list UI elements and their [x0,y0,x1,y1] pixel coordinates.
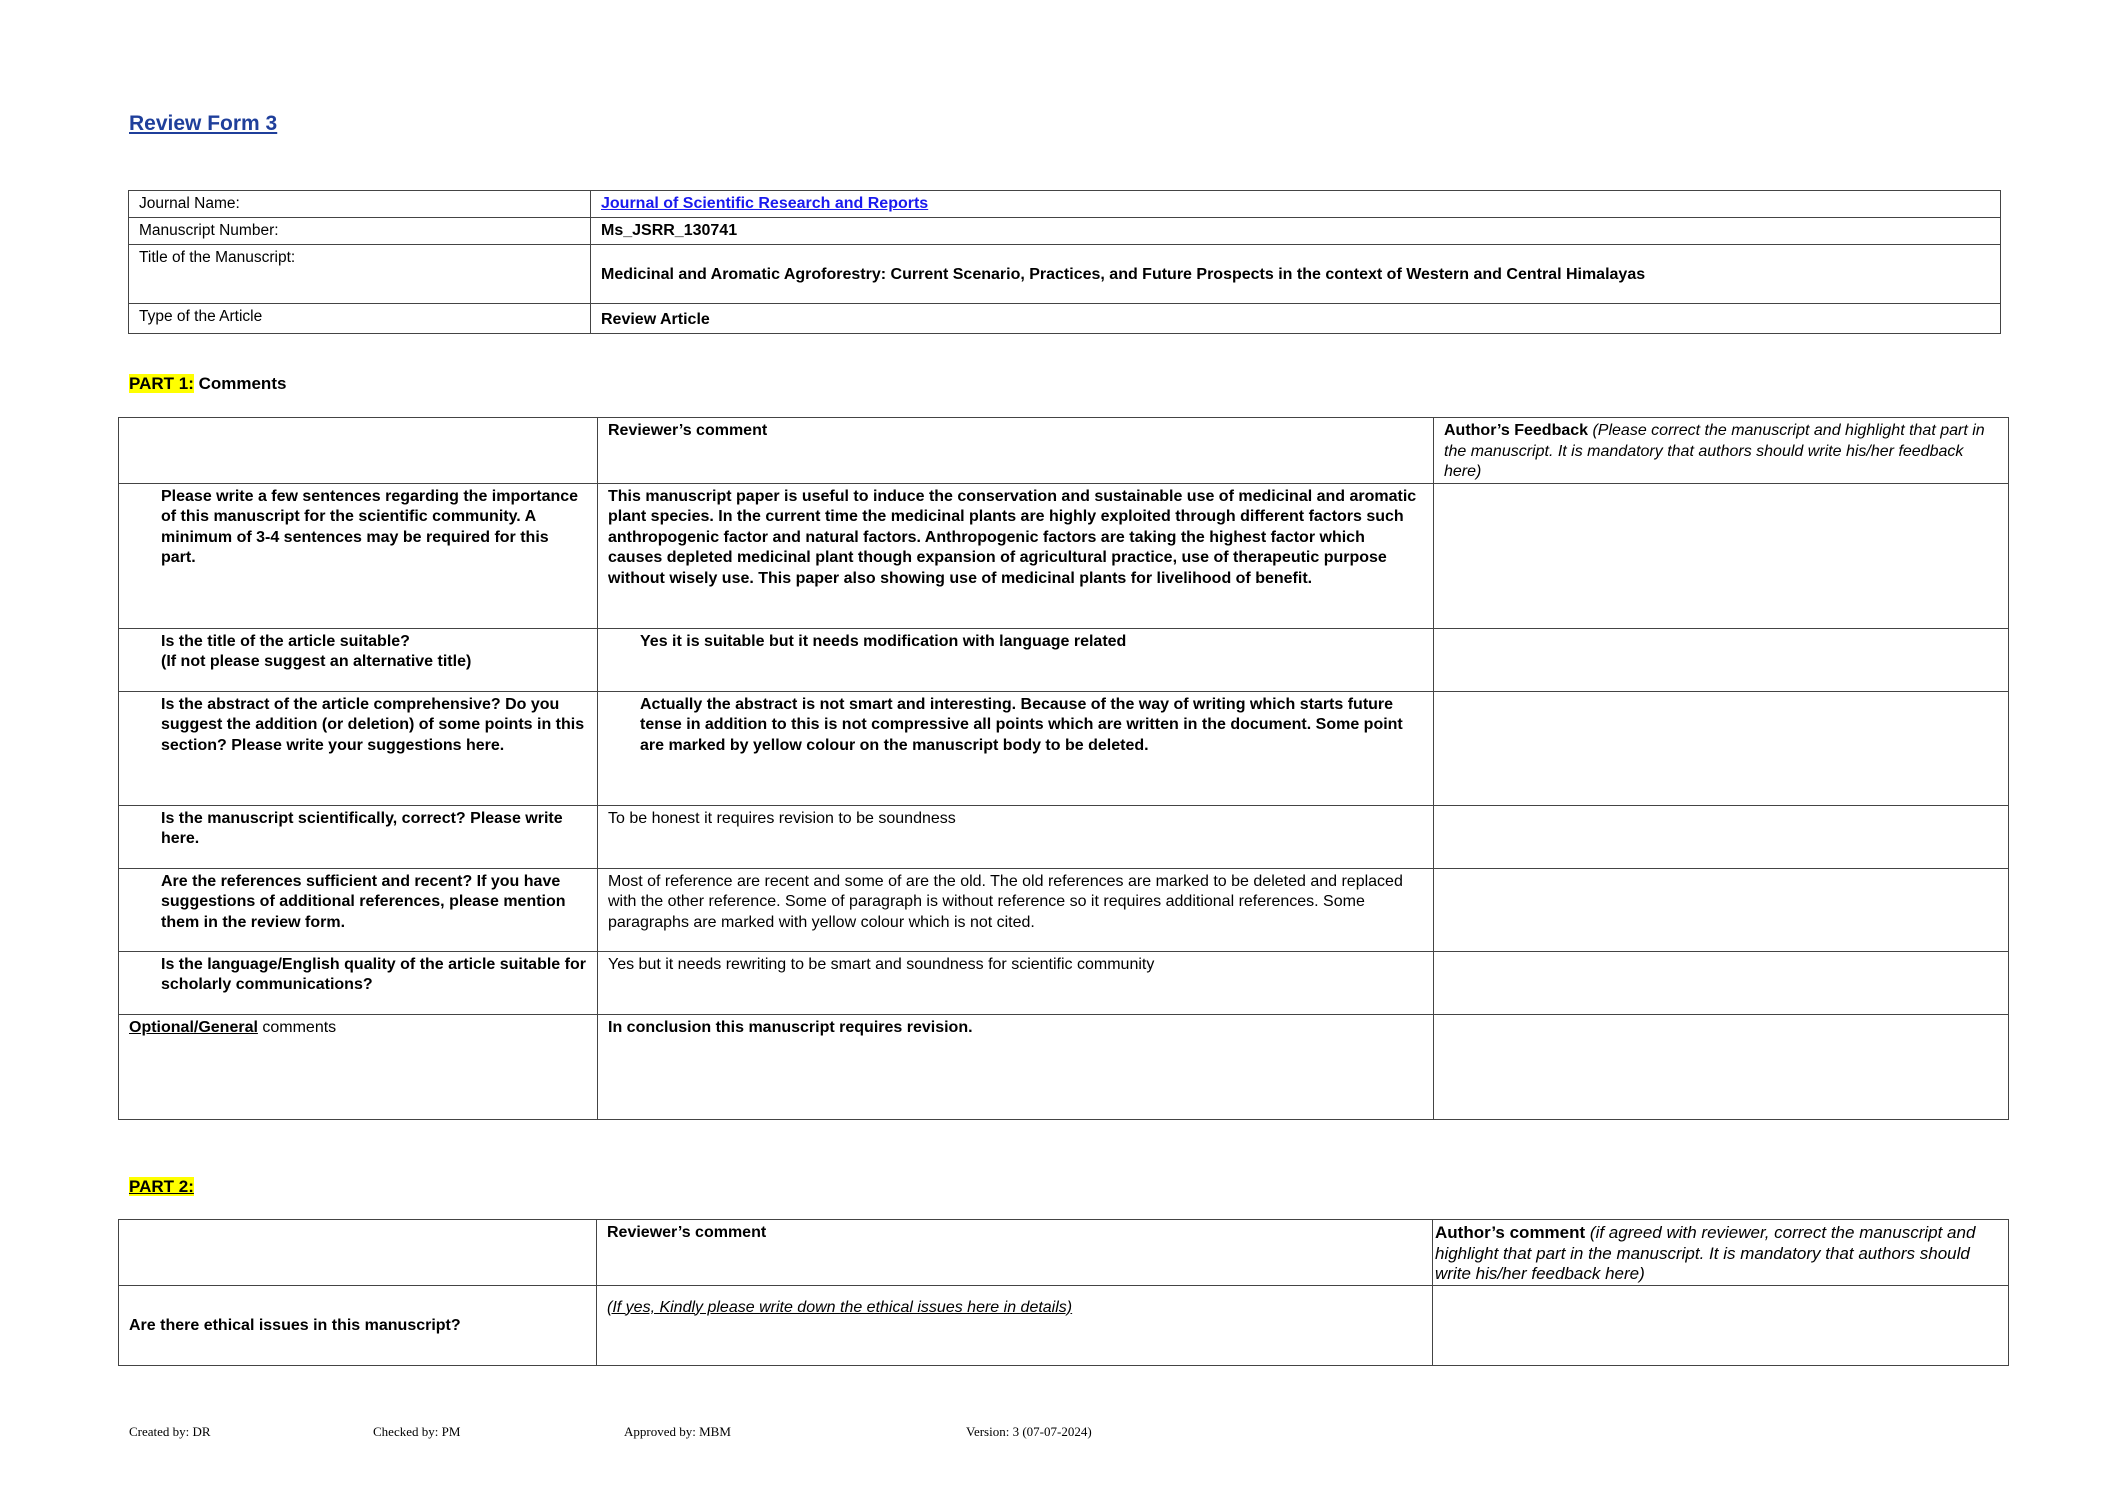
author-feedback-cell[interactable] [1434,868,2009,951]
manuscript-title-value: Medicinal and Aromatic Agroforestry: Current Scenario, Practices, and Future Prospects in the context of Western and Central Himalayas [591,245,2001,304]
question-language: Is the language/English quality of the article suitable for scholarly communications? [119,951,598,1014]
optional-comments-label [119,1014,598,1119]
part1-label: PART 1: [129,374,194,393]
reviewer-comment[interactable]: Yes it is suitable but it needs modification with language related [598,628,1434,691]
footer-created: Created by: DR [129,1424,211,1439]
table-row [119,1285,2009,1365]
article-type-row [129,304,2001,334]
table-row [119,483,2009,628]
table-header-row [119,1220,2009,1286]
table-header-row [119,418,2009,484]
question-title [119,628,598,691]
manuscript-title-row [129,245,2001,304]
question-ethics: Are there ethical issues in this manuscript? [119,1285,597,1365]
table-row [119,628,2009,691]
page-title[interactable]: Review Form 3 [129,112,278,135]
article-type-value: Review Article [591,304,2001,334]
footer-version: Version: 3 (07-07-2024) [966,1424,1092,1439]
journal-link[interactable]: Journal of Scientific Research and Reports [601,195,929,212]
journal-row [129,191,2001,218]
question-scientific: Is the manuscript scientifically, correct? Please write here. [119,805,598,868]
footer-checked: Checked by: PM [373,1424,461,1439]
reviewer-comment[interactable]: Most of reference are recent and some of are the old. The old references are marked to be deleted and replaced with the other reference. Some of paragraph is without reference so it requires additional references. Some paragraphs are marked with yellow colour which is not cited. [598,868,1434,951]
author-comment-note: (if agreed with reviewer, correct the manuscript and highlight that part in the manuscript. It is mandatory that authors should write his/her feedback here) [1435,1223,1976,1283]
part1-heading [129,374,286,394]
reviewer-comment[interactable]: Yes but it needs rewriting to be smart and soundness for scientific community [598,951,1434,1014]
optional-general-label: Optional/General [129,1018,258,1036]
part2-label: PART 2: [129,1177,194,1196]
question-abstract: Is the abstract of the article comprehensive? Do you suggest the addition (or deletion) of some points in this section? Please write your suggestions here. [119,691,598,805]
author-feedback-cell[interactable] [1434,628,2009,691]
author-feedback-note: (Please correct the manuscript and highlight that part in the manuscript. It is mandatory that authors should write his/her feedback here) [1444,422,1985,480]
table-row [119,691,2009,805]
question-references: Are the references sufficient and recent? If you have suggestions of additional references, please mention them in the review form. [119,868,598,951]
reviewer-comment[interactable]: This manuscript paper is useful to induce the conservation and sustainable use of medicinal and aromatic plant species. In the current time the medicinal plants are highly exploited through different factors such anthropogenic factor and natural factors. Anthropogenic factors are taking the highest factor which causes depleted medicinal plant though expansion of agricultural practice, use of therapeutic purpose without wisely use. This paper also showing use of medicinal plants for livelihood of benefit. [598,483,1434,628]
optional-comments-row [119,1014,2009,1119]
manuscript-number-label: Manuscript Number: [129,218,591,245]
author-feedback-cell[interactable] [1434,483,2009,628]
ethics-comment[interactable]: (If yes, Kindly please write down the ethical issues here in details) [597,1285,1433,1365]
header-blank [119,1220,597,1286]
optional-suffix: comments [257,1018,337,1036]
author-feedback-cell[interactable] [1434,951,2009,1014]
part2-heading [129,1177,194,1197]
table-row [119,951,2009,1014]
table-row [119,868,2009,951]
manuscript-number-row [129,218,2001,245]
manuscript-number-value: Ms_JSRR_130741 [591,218,2001,245]
author-feedback-cell[interactable] [1434,1014,2009,1119]
manuscript-info-table [128,190,2001,334]
footer-approved: Approved by: MBM [624,1424,731,1439]
part1-comments-table [118,417,2009,1120]
header-author-comment [1433,1220,2009,1286]
header-blank [119,418,598,484]
question-title-line2: (If not please suggest an alternative title) [161,653,472,670]
author-feedback-label: Author’s Feedback [1444,422,1589,439]
author-feedback-cell[interactable] [1434,805,2009,868]
part1-suffix: Comments [193,374,287,393]
reviewer-comment[interactable]: To be honest it requires revision to be soundness [598,805,1434,868]
article-type-label: Type of the Article [129,304,591,334]
author-comment-label: Author’s comment [1435,1223,1586,1242]
optional-comment[interactable]: In conclusion this manuscript requires revision. [598,1014,1434,1119]
author-comment-cell[interactable] [1433,1285,2009,1365]
manuscript-title-label: Title of the Manuscript: [129,245,591,304]
header-author-feedback [1434,418,2009,484]
part2-ethics-table [118,1219,2009,1366]
question-importance: Please write a few sentences regarding the importance of this manuscript for the scientific community. A minimum of 3-4 sentences may be required for this part. [119,483,598,628]
question-title-line1: Is the title of the article suitable? [161,632,410,650]
header-reviewer-comment: Reviewer’s comment [598,418,1434,484]
header-reviewer-comment: Reviewer’s comment [597,1220,1433,1286]
journal-label: Journal Name: [129,191,591,218]
reviewer-comment[interactable]: Actually the abstract is not smart and interesting. Because of the way of writing which starts future tense in addition to this is not compressive all points which are written in the document. Some point are marked by yellow colour on the manuscript body to be deleted. [598,691,1434,805]
author-feedback-cell[interactable] [1434,691,2009,805]
table-row [119,805,2009,868]
